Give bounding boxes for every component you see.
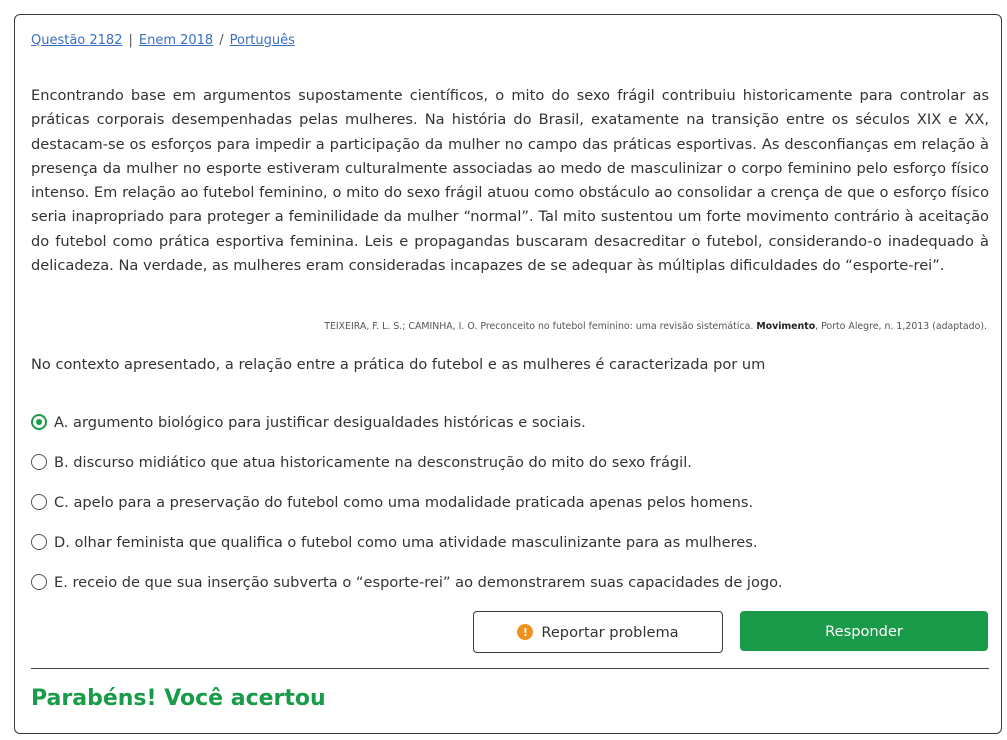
submit-answer-button[interactable]: Responder <box>740 611 988 651</box>
passage-text: Encontrando base em argumentos supostamente científicos, o mito do sexo frágil contribuiu historicamente para controlar as práticas corporais desempenhadas pelas mulheres. Na história do Brasil, exatamente na transição entre os séculos XIX e XX, destacam-se os esforços para impedir a participação da mulher no campo das práticas esportivas. As desconfianças em relação à presença da mulher no esporte estiveram culturalmente associadas ao medo de masculinizar o corpo feminino pelo esforço físico intenso. Em relação ao futebol feminino, o mito do sexo frágil atuou como obstáculo ao consolidar a crença de que o esforço físico seria inapropriado para proteger a feminilidade da mulher “normal”. Tal mito sustentou um forte movimento contrário à aceitação do futebol como prática esportiva feminina. Leis e propagandas buscaram desacreditar o futebol, considerando-o inadequado à delicadeza. Na verdade, as mulheres eram consideradas incapazes de se adequar às múltiplas dificuldades do “esporte-rei”. <box>31 87 989 275</box>
option-c[interactable] <box>31 490 753 514</box>
breadcrumb <box>31 33 295 48</box>
breadcrumb-separator: | <box>128 33 133 48</box>
radio-empty-icon[interactable] <box>31 454 47 470</box>
option-label: A. argumento biológico para justificar desigualdades históricas e sociais. <box>54 413 586 431</box>
option-label: B. discurso midiático que atua historicamente na desconstrução do mito do sexo frágil. <box>54 453 692 471</box>
radio-empty-icon[interactable] <box>31 534 47 550</box>
report-problem-button[interactable] <box>473 611 723 653</box>
divider <box>31 668 989 669</box>
result-message: Parabéns! Você acertou <box>31 686 326 711</box>
exclamation-circle-icon: ! <box>517 624 533 640</box>
breadcrumb-exam-link[interactable]: Enem 2018 <box>138 33 214 48</box>
question-card <box>14 14 1002 734</box>
citation-details: , Porto Alegre, n. 1,2013 (adaptado). <box>815 321 987 332</box>
breadcrumb-separator: / <box>219 33 224 48</box>
option-label: E. receio de que sua inserção subverta o “esporte-rei” ao demonstrarem suas capacidades de jogo. <box>54 573 783 591</box>
breadcrumb-question-link[interactable]: Questão 2182 <box>31 33 123 48</box>
citation-journal: Movimento <box>756 321 816 332</box>
question-prompt: No contexto apresentado, a relação entre a prática do futebol e as mulheres é caracterizada por um <box>31 356 766 373</box>
report-problem-label: Reportar problema <box>541 623 679 641</box>
option-label: C. apelo para a preservação do futebol como uma modalidade praticada apenas pelos homens. <box>54 493 754 511</box>
breadcrumb-subject-link[interactable]: Português <box>229 33 295 48</box>
radio-empty-icon[interactable] <box>31 494 47 510</box>
citation <box>324 321 987 332</box>
option-label: D. olhar feminista que qualifica o futebol como uma atividade masculinizante para as mulheres. <box>54 533 758 551</box>
option-e[interactable] <box>31 570 783 594</box>
radio-empty-icon[interactable] <box>31 574 47 590</box>
radio-checked-icon[interactable] <box>31 414 47 430</box>
citation-authors: TEIXEIRA, F. L. S.; CAMINHA, I. O. Preconceito no futebol feminino: uma revisão sistemática. <box>324 321 757 332</box>
option-d[interactable] <box>31 530 758 554</box>
option-a[interactable] <box>31 410 586 434</box>
option-b[interactable] <box>31 450 692 474</box>
